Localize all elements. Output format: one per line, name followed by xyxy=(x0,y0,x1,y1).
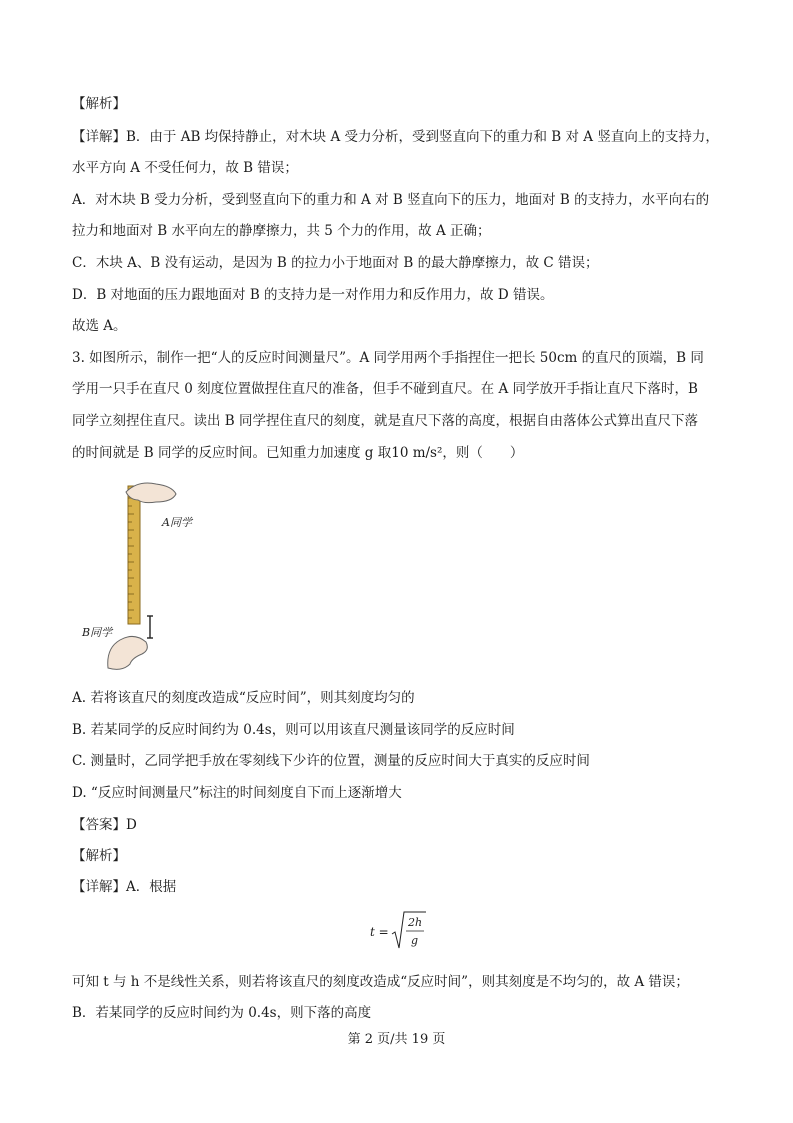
formula-lhs: t = xyxy=(370,925,389,939)
text-line: 水平方向 A 不受任何力，故 B 错误； xyxy=(72,160,298,176)
option-d: D. “反应时间测量尺”标注的时间刻度自下而上逐渐增大 xyxy=(72,785,402,801)
text-line: 【详解】A．根据 xyxy=(72,879,177,895)
formula-denominator: g xyxy=(411,934,419,947)
label-b: B同学 xyxy=(82,626,113,639)
analysis-heading: 【解析】 xyxy=(72,96,126,112)
option-a: A. 若将该直尺的刻度改造成“反应时间”，则其刻度均匀的 xyxy=(72,690,415,706)
text-line: D．B 对地面的压力跟地面对 B 的支持力是一对作用力和反作用力，故 D 错误。 xyxy=(72,287,554,303)
text-line: A．对木块 B 受力分析，受到竖直向下的重力和 A 对 B 竖直向下的压力，地面对 B 的支持力，水平向右的 xyxy=(72,192,710,208)
question-3-line: 的时间就是 B 同学的反应时间。已知重力加速度 g 取10 m/s²，则（ ） xyxy=(72,445,524,461)
text-line: 【详解】B．由于 AB 均保持静止，对木块 A 受力分析，受到竖直向下的重力和 B 对 A 竖直向上的支持力， xyxy=(72,129,719,145)
text-line: C．木块 A、B 没有运动，是因为 B 的拉力小于地面对 B 的最大静摩擦力，故 C 错误； xyxy=(72,255,599,271)
hand-b-icon xyxy=(108,636,148,669)
text-line: B．若某同学的反应时间约为 0.4s，则下落的高度 xyxy=(72,1005,372,1021)
option-b: B. 若某同学的反应时间约为 0.4s，则可以用该直尺测量该同学的反应时间 xyxy=(72,722,515,738)
text-line: 拉力和地面对 B 水平向左的静摩擦力，共 5 个力的作用，故 A 正确； xyxy=(72,223,491,239)
label-a: A同学 xyxy=(162,516,192,529)
question-3-line: 3. 如图所示，制作一把“人的反应时间测量尺”。A 同学用两个手指捏住一把长 50cm 的直尺的顶端，B 同 xyxy=(72,350,704,366)
formula-numerator: 2h xyxy=(408,916,423,929)
option-c: C. 测量时，乙同学把手放在零刻线下少许的位置，测量的反应时间大于真实的反应时间 xyxy=(72,753,590,769)
analysis-heading: 【解析】 xyxy=(72,848,126,864)
formula xyxy=(370,908,430,954)
question-3-line: 同学立刻捏住直尺。读出 B 同学捏住直尺的刻度，就是直尺下落的高度，根据自由落体公式算出直尺下落 xyxy=(72,413,699,429)
text-line: 故选 A。 xyxy=(72,318,127,334)
page-footer: 第 2 页/共 19 页 xyxy=(347,1032,446,1047)
answer: 【答案】D xyxy=(72,817,137,833)
hand-a-icon xyxy=(126,483,176,503)
ruler-figure xyxy=(82,478,216,673)
text-line: 可知 t 与 h 不是线性关系，则若将该直尺的刻度改造成“反应时间”，则其刻度是不均匀的，故 A 错误； xyxy=(72,974,689,990)
question-3-line: 学用一只手在直尺 0 刻度位置做捏住直尺的准备，但手不碰到直尺。在 A 同学放开手指让直尺下落时，B xyxy=(72,381,698,397)
